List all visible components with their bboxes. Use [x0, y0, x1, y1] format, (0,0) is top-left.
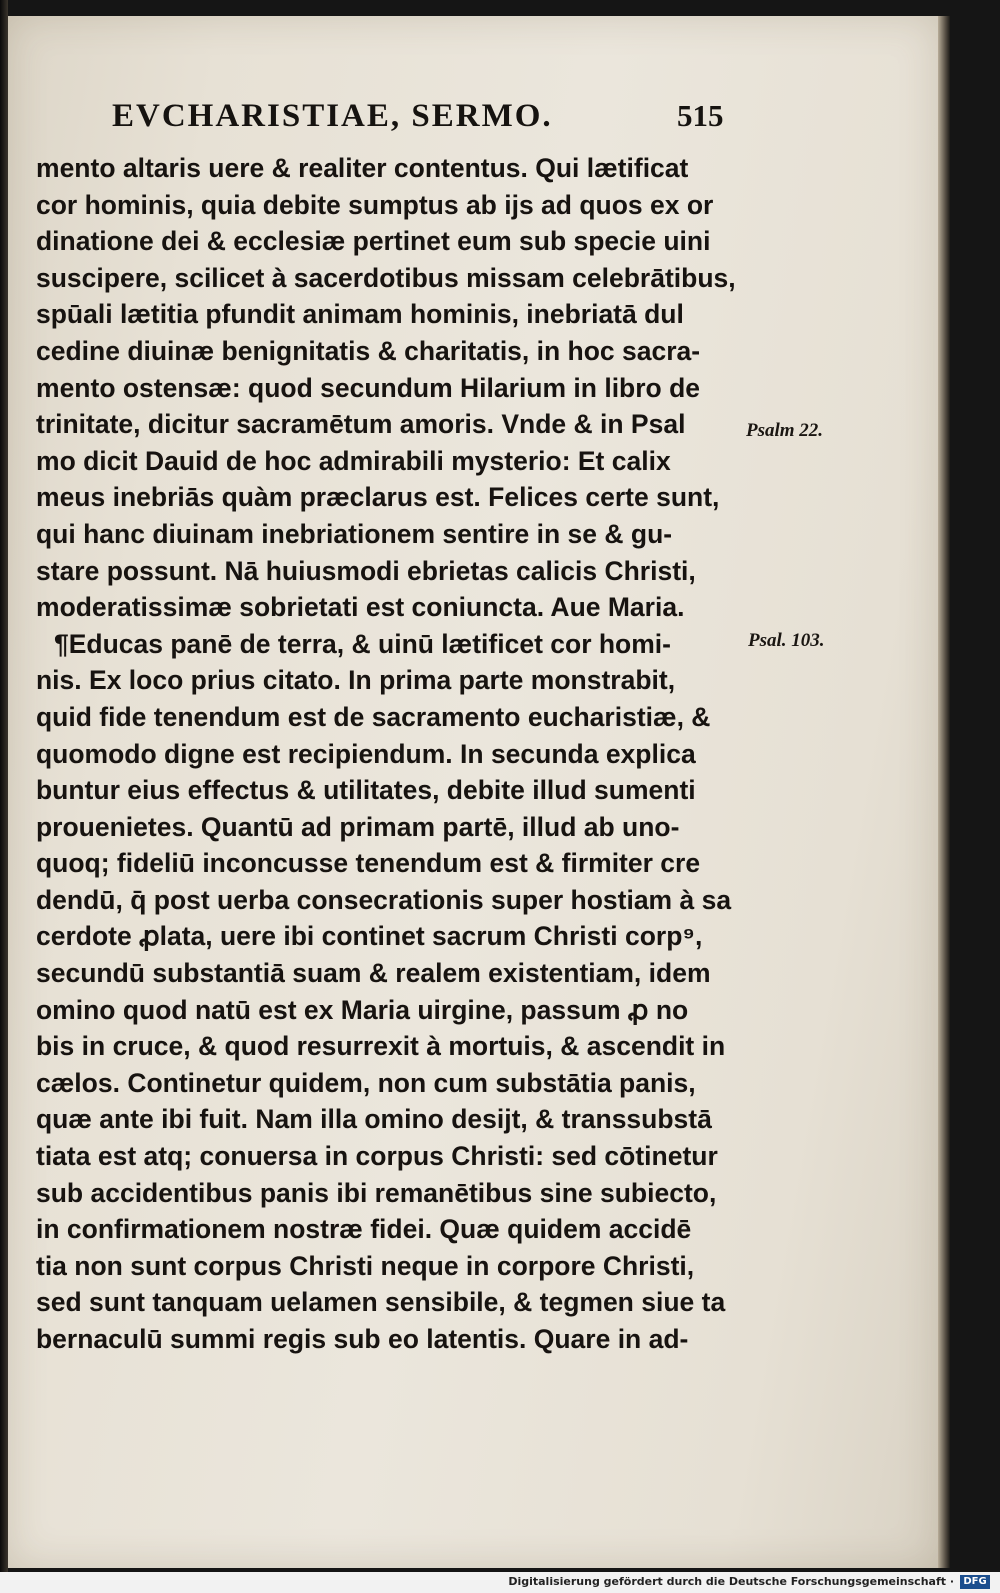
- text-line: meus inebriās quàm præclarus est. Felices certe sunt,: [36, 482, 720, 513]
- text-line: bernaculū summi regis sub eo latentis. Quare in ad-: [36, 1324, 689, 1354]
- text-line: mo dicit Dauid de hoc admirabili mysterio: Et calix: [36, 445, 671, 476]
- text-line: sub accidentibus panis ibi remanētibus sine subiecto,: [36, 1177, 717, 1208]
- marginal-note-psalm-103: Psal. 103.: [748, 630, 825, 651]
- text-line: qui hanc diuinam inebriationem sentire in se & gu-: [36, 518, 673, 549]
- running-header: [112, 98, 752, 148]
- text-line: quæ ante ibi fuit. Nam illa omino desijt, & transsubstā: [36, 1104, 712, 1135]
- paragraph-start-line: ¶Educas panē de terra, & uinū lætificet cor homi-: [54, 628, 671, 659]
- text-line: tia non sunt corpus Christi neque in corpore Christi,: [36, 1250, 695, 1281]
- text-line: quid fide tenendum est de sacramento eucharistiæ, &: [36, 701, 711, 732]
- text-line: mento altaris uere & realiter contentus. Qui lætificat: [36, 153, 689, 183]
- text-line: cedine diuinæ benignitatis & charitatis, in hoc sacra-: [36, 335, 701, 366]
- text-line: sed sunt tanquam uelamen sensibile, & tegmen siue ta: [36, 1287, 726, 1318]
- main-text: [36, 150, 756, 1358]
- text-line: tiata est atq; conuersa in corpus Christi: sed cōtinetur: [36, 1141, 718, 1172]
- text-line: buntur eius effectus & utilitates, debite illud sumenti: [36, 775, 696, 806]
- text-line: trinitate, dicitur sacramētum amoris. Vnde & in Psal: [36, 409, 686, 440]
- text-line: mento ostensæ: quod secundum Hilarium in libro de: [36, 372, 701, 403]
- book-spine-shadow: [0, 0, 8, 1572]
- text-line: quoq; fideliū inconcusse tenendum est & firmiter cre: [36, 848, 701, 879]
- dfg-logo: DFG: [960, 1575, 990, 1589]
- page-number: 515: [677, 98, 724, 133]
- text-line: quomodo digne est recipiendum. In secunda explica: [36, 738, 696, 769]
- digitization-footer: [0, 1572, 1000, 1593]
- text-line: dendū, q̄ post uerba consecrationis super hostiam à sa: [36, 884, 732, 915]
- text-line: cor hominis, quia debite sumptus ab ijs ad quos ex or: [36, 189, 714, 220]
- text-line: stare possunt. Nā huiusmodi ebrietas calicis Christi,: [36, 555, 696, 586]
- running-title: EVCHARISTIAE, SERMO.: [112, 98, 553, 134]
- text-line: suscipere, scilicet à sacerdotibus missam celebrātibus,: [36, 262, 736, 293]
- text-line: prouenietes. Quantū ad primam partē, illud ab uno-: [36, 811, 680, 842]
- page-edge-shadow: [938, 16, 950, 1568]
- text-line: spūali lætitia pfundit animam hominis, inebriatā dul: [36, 299, 684, 330]
- text-line: cerdote ꝓlata, uere ibi continet sacrum Christi corp⁹,: [36, 921, 703, 952]
- marginal-note-psalm-22: Psalm 22.: [746, 420, 824, 441]
- text-line: cælos. Continetur quidem, non cum substātia panis,: [36, 1067, 696, 1098]
- text-line: secundū substantiā suam & realem existentiam, idem: [36, 958, 711, 989]
- funding-credit: Digitalisierung gefördert durch die Deutsche Forschungsgemeinschaft ·: [508, 1575, 954, 1588]
- text-line: in confirmationem nostræ fidei. Quæ quidem accidē: [36, 1214, 692, 1245]
- text-line: omino quod natū est ex Maria uirgine, passum ꝓ no: [36, 994, 689, 1025]
- text-line: dinatione dei & ecclesiæ pertinet eum sub specie uini: [36, 226, 711, 257]
- text-line: nis. Ex loco prius citato. In prima parte monstrabit,: [36, 665, 676, 696]
- text-line: bis in cruce, & quod resurrexit à mortuis, & ascendit in: [36, 1031, 726, 1062]
- text-line: moderatissimæ sobrietati est coniuncta. Aue Maria.: [36, 592, 685, 623]
